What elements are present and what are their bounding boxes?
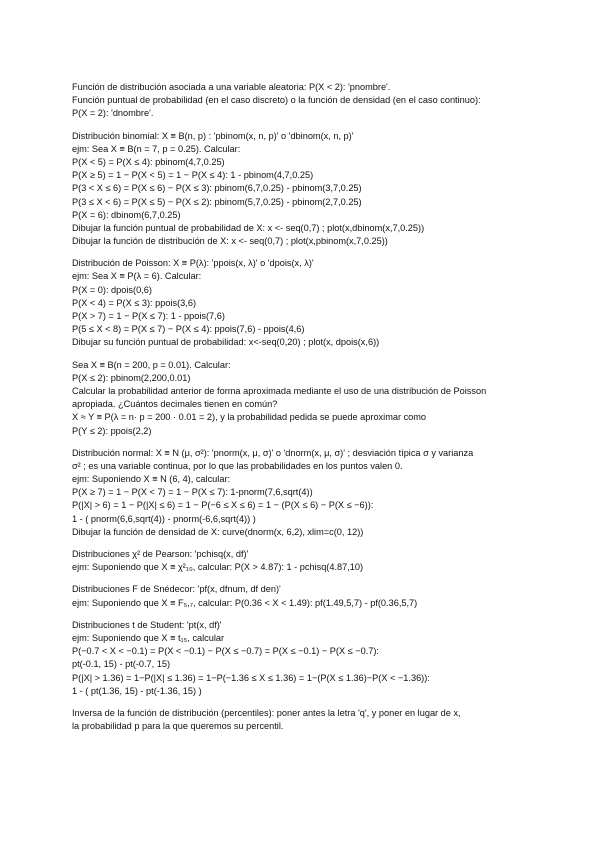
section-heading: Distribuciones t de Student: 'pt(x, df)' — [72, 619, 222, 630]
text-line: P(X ≥ 5) = 1 − P(X < 5) = 1 − P(X ≤ 4): 1 - pbinom(4,7,0.25) — [72, 170, 314, 181]
text-line: la probabilidad p para la que queremos su percentil. — [72, 721, 284, 732]
section-f-snedecor — [72, 583, 540, 609]
text-line: P(|X| > 6) = 1 − P(|X| ≤ 6) = 1 − P(−6 ≤ X ≤ 6) = 1 − (P(X ≤ 6) − P(X ≤ −6)): — [72, 500, 374, 511]
section-chi-square — [72, 548, 540, 574]
section-heading: Distribución de Poisson: X ≡ P(λ): 'ppois(x, λ)' o 'dpois(x, λ)' — [72, 258, 314, 269]
text-line: ejm: Suponiendo X ≡ N (6, 4), calcular: — [72, 474, 231, 485]
text-line: ejm: Sea X ≡ P(λ = 6). Calcular: — [72, 271, 202, 282]
section-heading: Distribuciones χ² de Pearson: 'pchisq(x, df)' — [72, 549, 249, 559]
section-normal — [72, 447, 540, 539]
section-heading: Distribución normal: X ≡ N (μ, σ²): 'pnorm(x, μ, σ)' o 'dnorm(x, μ, σ)' ; desviación típica σ y varianza — [72, 447, 474, 458]
text-line: ejm: Suponiendo que X ≡ t₁₅, calcular — [72, 632, 225, 643]
section-binomial — [72, 130, 540, 249]
text-line: ejm: Suponiendo que X ≡ χ²₁₀, calcular: P(X > 4.87): 1 - pchisq(4.87,10) — [72, 562, 364, 573]
text-line: apropiada. ¿Cuántos decimales tienen en común? — [72, 399, 278, 410]
text-line: Dibujar la función de densidad de X: curve(dnorm(x, 6,2), xlim=c(0, 12)) — [72, 526, 364, 537]
text-line: P(X ≤ 2): pbinom(2,200,0.01) — [72, 372, 191, 383]
text-line: P(X < 5) = P(X ≤ 4): pbinom(4,7,0.25) — [72, 156, 225, 167]
section-poisson — [72, 257, 540, 349]
section-intro — [72, 81, 540, 121]
text-line: P(3 < X ≤ 6) = P(X ≤ 6) − P(X ≤ 3): pbinom(6,7,0.25) - pbinom(3,7,0.25) — [72, 183, 362, 194]
section-heading: Distribuciones F de Snédecor: 'pf(x, dfnum, df den)' — [72, 584, 281, 595]
text-line: P(X = 6): dbinom(6,7,0.25) — [72, 209, 181, 220]
text-line: P(5 ≤ X < 8) = P(X ≤ 7) − P(X ≤ 4): ppois(7,6) - ppois(4,6) — [72, 324, 305, 335]
section-heading: Inversa de la función de distribución (percentiles): poner antes la letra 'q', y poner en lugar de x, — [72, 707, 461, 718]
text-line: 1 - ( pnorm(6,6,sqrt(4)) - pnorm(-6,6,sqrt(4)) ) — [72, 513, 256, 524]
text-line: pt(-0.1, 15) - pt(-0.7, 15) — [72, 659, 171, 670]
text-line: P(X = 2): 'dnombre'. — [72, 108, 154, 119]
section-heading: Distribución binomial: X ≡ B(n, p) : 'pbinom(x, n, p)' o 'dbinom(x, n, p)' — [72, 130, 354, 141]
text-line: Calcular la probabilidad anterior de forma aproximada mediante el uso de una distribución de Poisson — [72, 385, 487, 396]
text-line: P(Y ≤ 2): ppois(2,2) — [72, 425, 152, 436]
section-percentiles — [72, 707, 540, 733]
text-line: P(X < 4) = P(X ≤ 3): ppois(3,6) — [72, 297, 197, 308]
text-line: P(−0.7 < X < −0.1) = P(X < −0.1) − P(X ≤ −0.7) = P(X ≤ −0.1) − P(X ≤ −0.7): — [72, 646, 379, 657]
text-line: Sea X ≡ B(n = 200, p = 0.01). Calcular: — [72, 359, 231, 370]
text-line: Dibujar su función puntual de probabilidad: x<-seq(0,20) ; plot(x, dpois(x,6)) — [72, 337, 380, 348]
text-line: P(X ≥ 7) = 1 − P(X < 7) = 1 − P(X ≤ 7): 1-pnorm(7,6,sqrt(4)) — [72, 487, 313, 498]
text-line: Dibujar la función puntual de probabilidad de X: x <- seq(0,7) ; plot(x,dbinom(x,7,0.25)) — [72, 222, 425, 233]
section-approximation — [72, 359, 540, 438]
text-line: ejm: Suponiendo que X ≡ F₅,₇, calcular: P(0.36 < X < 1.49): pf(1.49,5,7) - pf(0.36,5,7) — [72, 597, 418, 608]
text-line: Función de distribución asociada a una variable aleatoria: P(X < 2): 'pnombre'. — [72, 82, 391, 92]
text-line: σ² ; es una variable continua, por lo que las probabilidades en los puntos valen 0. — [72, 460, 403, 471]
text-line: Función puntual de probabilidad (en el caso discreto) o la función de densidad (en el caso continuo): — [72, 95, 481, 106]
text-line: P(X = 0): dpois(0,6) — [72, 284, 152, 295]
text-line: P(|X| > 1.36) = 1−P(|X| ≤ 1.36) = 1−P(−1.36 ≤ X ≤ 1.36) = 1−(P(X ≤ 1.36)−P(X < −1.36)): — [72, 672, 430, 683]
text-line: ejm: Sea X ≡ B(n = 7, p = 0.25). Calcular: — [72, 143, 241, 154]
text-line: 1 - ( pt(1.36, 15) - pt(-1.36, 15) ) — [72, 685, 202, 696]
section-t-student — [72, 619, 540, 698]
text-line: Dibujar la función de distribución de X: x <- seq(0,7) ; plot(x,pbinom(x,7,0.25)) — [72, 236, 388, 247]
text-line: P(X > 7) = 1 − P(X ≤ 7): 1 - ppois(7,6) — [72, 311, 225, 321]
text-line: X ≈ Y ≡ P(λ = n· p = 200 · 0.01 = 2), y la probabilidad pedida se puede aproximar como — [72, 412, 427, 423]
text-line: P(3 ≤ X < 6) = P(X ≤ 5) − P(X ≤ 2): pbinom(5,7,0.25) - pbinom(2,7,0.25) — [72, 196, 362, 207]
